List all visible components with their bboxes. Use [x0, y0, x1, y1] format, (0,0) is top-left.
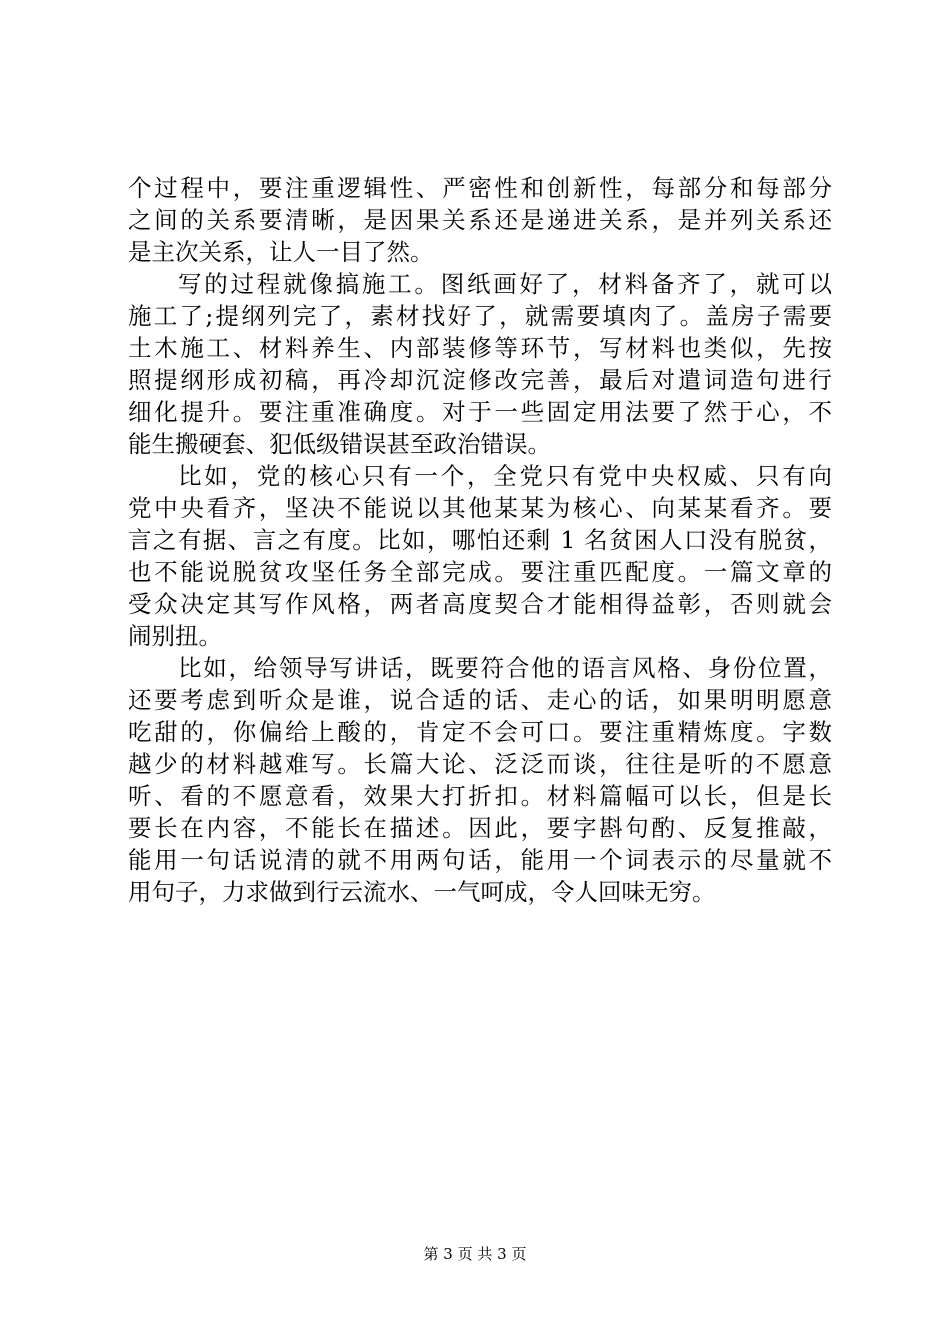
text-line: 之间的关系要清晰，是因果关系还是递进关系，是并列关系还 — [128, 206, 832, 234]
text-line: 也不能说脱贫攻坚任务全部完成。要注重匹配度。一篇文章的 — [128, 558, 832, 586]
text-line: 施工了;提纲列完了，素材找好了，就需要填肉了。盖房子需要 — [128, 302, 832, 330]
text-line: 听、看的不愿意看，效果大打折扣。材料篇幅可以长，但是长 — [128, 782, 832, 810]
text-line: 细化提升。要注重准确度。对于一些固定用法要了然于心，不 — [128, 398, 832, 426]
text-line: 越少的材料越难写。长篇大论、泛泛而谈，往往是听的不愿意 — [128, 750, 832, 778]
text-line: 党中央看齐，坚决不能说以其他某某为核心、向某某看齐。要 — [128, 494, 832, 522]
text-line: 比如，给领导写讲话，既要符合他的语言风格、身份位置， — [178, 654, 832, 682]
text-line: 闹别扭。 — [128, 622, 222, 650]
text-line: 受众决定其写作风格，两者高度契合才能相得益彰，否则就会 — [128, 590, 832, 618]
text-line: 比如，党的核心只有一个，全党只有党中央权威、只有向 — [178, 462, 832, 490]
text-line: 还要考虑到听众是谁，说合适的话、走心的话，如果明明愿意 — [128, 686, 832, 714]
text-line: 照提纲形成初稿，再冷却沉淀修改完善，最后对遣词造句进行 — [128, 366, 832, 394]
text-line: 言之有据、言之有度。比如，哪怕还剩 1 名贫困人口没有脱贫， — [128, 526, 832, 554]
text-line: 吃甜的，你偏给上酸的，肯定不会可口。要注重精炼度。字数 — [128, 718, 832, 746]
text-line: 能生搬硬套、犯低级错误甚至政治错误。 — [128, 430, 551, 458]
text-line: 是主次关系，让人一目了然。 — [128, 238, 434, 266]
text-line: 能用一句话说清的就不用两句话，能用一个词表示的尽量就不 — [128, 846, 832, 874]
page-footer: 第 3 页 共 3 页 — [423, 1245, 527, 1263]
text-line: 要长在内容，不能长在描述。因此，要字斟句酌、反复推敲， — [128, 814, 832, 842]
text-line: 用句子，力求做到行云流水、一气呵成，令人回味无穷。 — [128, 878, 716, 906]
text-line: 土木施工、材料养生、内部装修等环节，写材料也类似，先按 — [128, 334, 832, 362]
text-line: 个过程中，要注重逻辑性、严密性和创新性，每部分和每部分 — [128, 174, 832, 202]
document-body — [128, 172, 832, 908]
text-line: 写的过程就像搞施工。图纸画好了，材料备齐了，就可以 — [178, 270, 832, 298]
